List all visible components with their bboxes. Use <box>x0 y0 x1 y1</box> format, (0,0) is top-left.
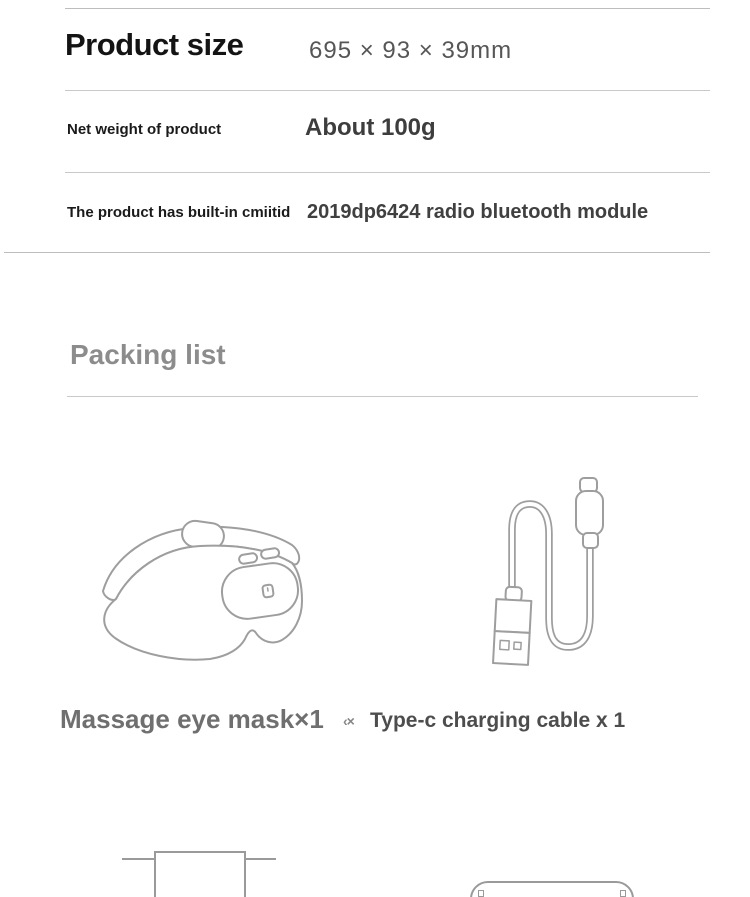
spec-value-cmiitid-wrap <box>307 201 648 224</box>
spec-value-net-weight: About 100g <box>305 114 436 141</box>
packing-list-title: Packing list <box>70 339 226 370</box>
caption-separator <box>343 713 354 731</box>
spec-value-net-weight-wrap <box>305 114 436 142</box>
spec-label-product-size: Product size <box>65 27 244 62</box>
type-c-connector <box>576 478 603 548</box>
spec-value-product-size-wrap <box>309 37 512 65</box>
caption-eye-mask-label: Massage eye mask×1 <box>60 704 324 734</box>
usb-a-connector <box>493 586 532 665</box>
storage-case-partial-illustration <box>470 881 634 897</box>
spec-row-product-size <box>65 27 243 63</box>
divider-row-2 <box>65 172 710 173</box>
spec-label-cmiitid: The product has built-in cmiitid <box>67 204 291 221</box>
caption-cable-label: Type-c charging cable x 1 <box>370 709 626 732</box>
spec-label-net-weight: Net weight of product <box>67 121 222 138</box>
spec-value-cmiitid: 2019dp6424 radio bluetooth module <box>307 201 649 223</box>
packing-list-heading <box>70 339 226 371</box>
divider-packing <box>67 396 698 397</box>
massage-eye-mask-illustration <box>89 513 309 663</box>
spec-row-net-weight <box>67 121 221 139</box>
mask-button-right <box>260 548 279 560</box>
divider-section <box>4 252 710 253</box>
caption-eye-mask <box>60 704 324 735</box>
storage-case-snap-left <box>478 890 484 897</box>
caption-cable <box>370 709 625 733</box>
divider-row-1 <box>65 90 710 91</box>
type-c-cable-illustration <box>488 476 606 671</box>
divider-top <box>65 8 710 9</box>
spec-row-cmiitid <box>67 204 290 222</box>
mask-button-left <box>238 553 257 565</box>
storage-case-snap-right <box>620 890 626 897</box>
spec-value-product-size: 695 × 93 × 39mm <box>309 37 513 64</box>
user-manual-partial-illustration <box>154 851 246 897</box>
separator-glyph: ‹× <box>343 713 354 729</box>
